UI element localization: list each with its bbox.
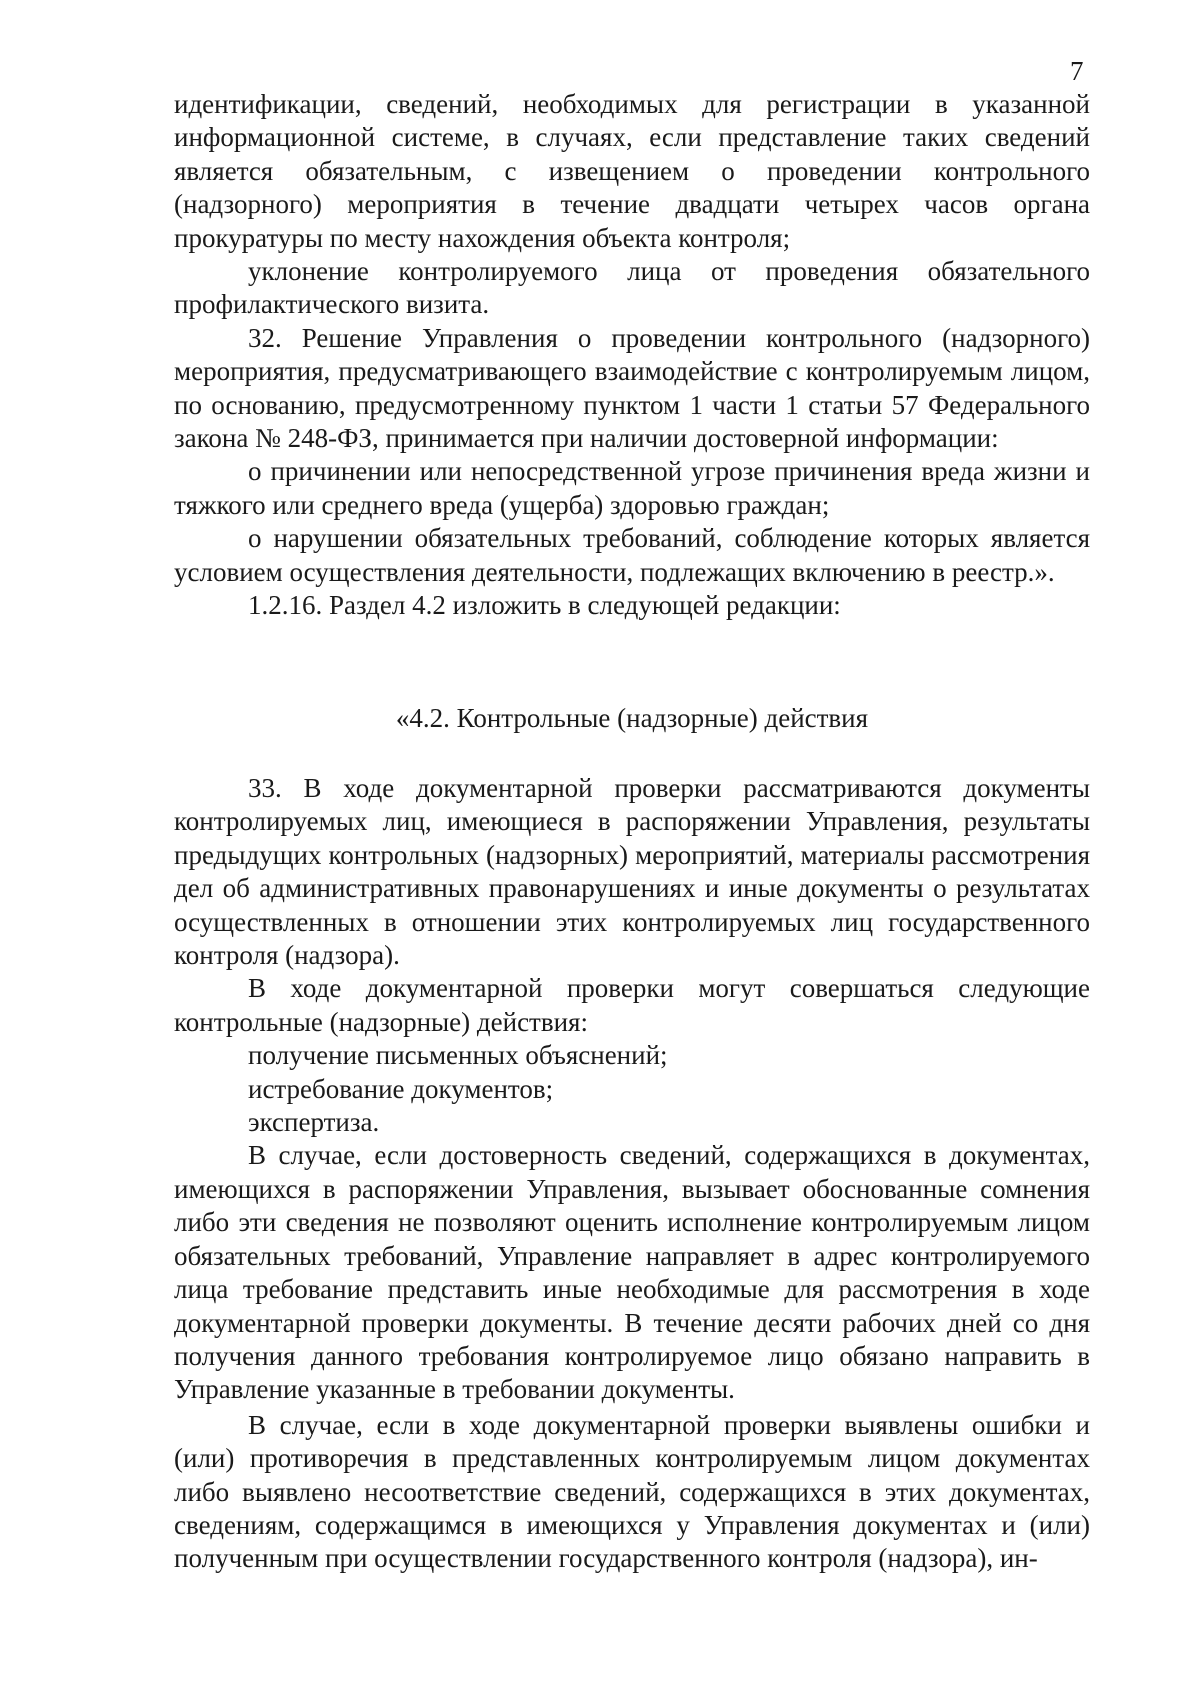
paragraph-33: 33. В ходе документарной проверки рассматриваются документы контролируемых лиц, имеющиеся в распоряжении Управления, результаты предыдущих контрольных (надзорных) мероприятий, материалы рассмотрения дел об административных правонарушениях и иные документы о результатах осуществленных в отношении этих контролируемых лиц государственного контроля (надзора). — [174, 773, 1090, 971]
paragraph-identification: идентификации, сведений, необходимых для регистрации в указанной информационной системе, в случаях, если представление таких сведений является обязательным, с извещением о проведении контрольного (надзорного) мероприятия в течение двадцати четырех часов органа прокуратуры по месту нахождения объекта контроля; — [174, 89, 1090, 253]
paragraph-harm: о причинении или непосредственной угрозе причинения вреда жизни и тяжкого или среднего вреда (ущерба) здоровью граждан; — [174, 456, 1090, 520]
paragraph-actions-intro: В ходе документарной проверки могут совершаться следующие контрольные (надзорные) действия: — [174, 973, 1090, 1037]
paragraph-32: 32. Решение Управления о проведении контрольного (надзорного) мероприятия, предусматривающего взаимодействие с контролируемым лицом, по основанию, предусмотренному пунктом 1 части 1 статьи 57 Федерального закона № 248-ФЗ, принимается при наличии достоверной информации: — [174, 322, 1090, 454]
paragraph-violation: о нарушении обязательных требований, соблюдение которых является условием осуществления деятельности, подлежащих включению в реестр.». — [174, 523, 1090, 587]
section-heading: «4.2. Контрольные (надзорные) действия — [395, 703, 869, 733]
list-item-expertise: экспертиза. — [248, 1107, 380, 1138]
body-text-part-2 — [174, 772, 1090, 1576]
paragraph-1-2-16: 1.2.16. Раздел 4.2 изложить в следующей редакции: — [248, 590, 841, 621]
paragraph-errors: В случае, если в ходе документарной проверки выявлены ошибки и (или) противоречия в представленных контролируемым лицом документах либо выявлено несоответствие сведений, содержащихся в этих документах, сведениям, содержащимся в имеющихся у Управления документах и (или) полученным при осуществлении государственного контроля (надзора), ин- — [174, 1409, 1090, 1574]
paragraph-evasion: уклонение контролируемого лица от проведения обязательного профилактического визита. — [174, 256, 1090, 320]
page-number: 7 — [1070, 56, 1084, 86]
list-item-documents: истребование документов; — [248, 1073, 554, 1104]
list-item-explanations: получение письменных объяснений; — [248, 1040, 668, 1071]
body-text-part-1 — [174, 88, 1090, 623]
paragraph-doubt: В случае, если достоверность сведений, содержащихся в документах, имеющихся в распоряжении Управления, вызывает обоснованные сомнения либо эти сведения не позволяют оценить исполнение контролируемым лицом обязательных требований, Управление направляет в адрес контролируемого лица требование представить иные необходимые для рассмотрения в ходе документарной проверки документы. В течение десяти рабочих дней со дня получения данного требования контролируемое лицо обязано направить в Управление указанные в требовании документы. — [174, 1140, 1090, 1405]
